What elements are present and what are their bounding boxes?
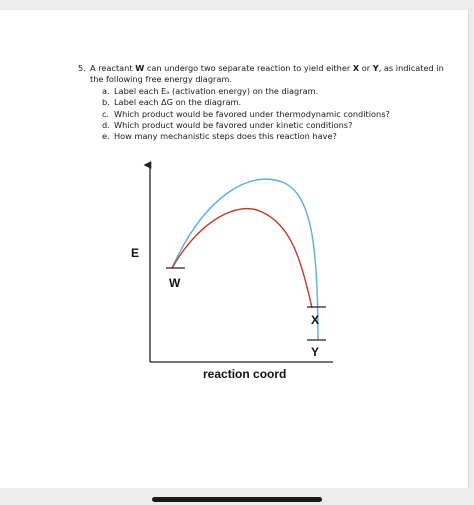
stem-text-3: or bbox=[359, 63, 373, 73]
question-stem-line2: the following free energy diagram. bbox=[90, 74, 232, 85]
part-letter: e. bbox=[102, 131, 110, 142]
stem-product-x: X bbox=[352, 63, 360, 73]
part-letter: b. bbox=[102, 97, 110, 108]
part-letter: a. bbox=[102, 85, 110, 96]
part-text: How many mechanistic steps does this reaction have? bbox=[114, 131, 337, 142]
stem-text-1: A reactant bbox=[90, 63, 136, 73]
question-number: 5. bbox=[78, 63, 86, 73]
part-text: Label each ΔG on the diagram. bbox=[114, 97, 242, 108]
part-letter: d. bbox=[102, 120, 110, 131]
part-text: Which product would be favored under thermodynamic conditions? bbox=[114, 108, 390, 119]
stem-product-y: Y bbox=[372, 63, 379, 73]
bottom-bar bbox=[152, 497, 322, 502]
stem-text-4: , as indicated in bbox=[378, 63, 444, 73]
part-letter: c. bbox=[102, 108, 110, 119]
y-axis-label: E bbox=[131, 246, 140, 260]
x-axis-label: reaction coord bbox=[203, 367, 287, 381]
reaction-path-to-y bbox=[172, 179, 318, 340]
stem-reactant-w: W bbox=[135, 63, 145, 73]
part-text: Label each Eₐ (activation energy) on the diagram. bbox=[114, 85, 319, 96]
part-text: Which product would be favored under kinetic conditions? bbox=[114, 120, 353, 131]
product-y-label: Y bbox=[311, 345, 320, 359]
stem-text-2: can undergo two separate reaction to yield either bbox=[144, 63, 353, 73]
product-x-label: X bbox=[311, 313, 320, 327]
reaction-path-to-x bbox=[172, 209, 312, 308]
reactant-w-label: W bbox=[169, 276, 181, 290]
